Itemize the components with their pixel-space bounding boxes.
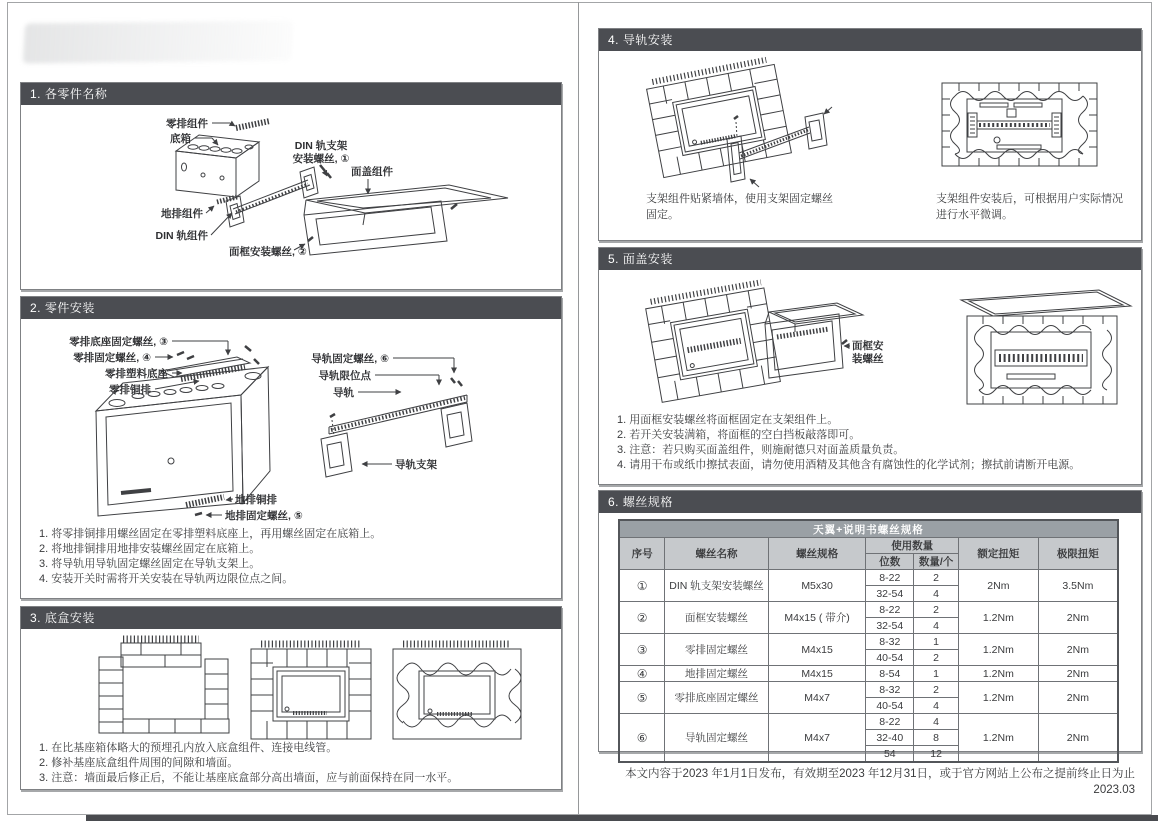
- table-title-row: [619, 520, 1118, 538]
- column-header: 极限扭矩: [1038, 538, 1118, 570]
- table-header-row: [619, 538, 1118, 554]
- label-din-bracket-screw-line2: 安装螺丝, ①: [292, 153, 350, 165]
- table-row: [619, 666, 1118, 682]
- step-item: 2. 若开关安装满箱，将面框的空白挡板敲落即可。: [617, 429, 861, 441]
- table-cell: 1: [914, 666, 959, 682]
- screw-spec-table: [618, 519, 1119, 763]
- section-title: 2. 零件安装: [21, 297, 561, 319]
- section-title: 5. 面盖安装: [599, 248, 1141, 270]
- step-item: 4. 请用干布或纸巾擦拭表面，请勿使用酒精及其他含有腐蚀性的化学试剂；擦拭前请断开电源。: [617, 459, 1081, 471]
- table-cell: DIN 轨支架安装螺丝: [665, 570, 768, 602]
- table-cell: 2Nm: [1038, 666, 1118, 682]
- label-zero-bar-assembly: 零排组件: [166, 118, 208, 130]
- table-cell: 2: [914, 602, 959, 618]
- section-parts-install: [20, 296, 562, 599]
- label-zero-screw: 零排固定螺丝, ④: [73, 352, 151, 364]
- table-row: [619, 634, 1118, 650]
- table-cell: 零排固定螺丝: [665, 634, 768, 666]
- column-header: 位数: [866, 554, 914, 570]
- table-cell: 4: [914, 698, 959, 714]
- label-frame-screw-line1: 面框安: [852, 340, 884, 352]
- validity-footer: [598, 766, 1135, 798]
- table-cell: 2Nm: [1038, 682, 1118, 714]
- step-item: 1. 用面框安装螺丝将面框固定在支架组件上。: [617, 414, 839, 426]
- table-cell: 54: [866, 746, 914, 763]
- table-cell: 4: [914, 618, 959, 634]
- table-cell: 32-54: [866, 618, 914, 634]
- column-header: 数量/个: [914, 554, 959, 570]
- table-title: 天翼+说明书螺丝规格: [619, 520, 1118, 538]
- table-cell: 4: [914, 714, 959, 730]
- table-cell: 导轨固定螺丝: [665, 714, 768, 763]
- table-cell: M4x15: [768, 666, 866, 682]
- column-divider: [578, 2, 579, 814]
- label-rail-screw: 导轨固定螺丝, ⑥: [311, 353, 389, 365]
- table-cell: 1.2Nm: [959, 634, 1039, 666]
- table-cell: 8: [914, 730, 959, 746]
- table-cell: 2: [914, 650, 959, 666]
- label-rail-limit-point: 导轨限位点: [318, 370, 371, 382]
- cover-install-steps: [617, 413, 1133, 473]
- table-cell: 2: [914, 570, 959, 586]
- rail-install-diagram: [599, 51, 1141, 191]
- table-cell: 地排固定螺丝: [665, 666, 768, 682]
- section-rail-install: [598, 28, 1142, 241]
- label-cover-assembly: 面盖组件: [351, 166, 393, 178]
- parts-install-steps: [39, 527, 553, 587]
- step-item: 2. 修补基座底盒组件周围的间隙和墙面。: [39, 757, 239, 769]
- step-item: 3. 将导轨用导轨固定螺丝固定在导轨支架上。: [39, 558, 261, 570]
- label-din-bracket-screw-line1: DIN 轨支架: [294, 140, 348, 152]
- table-cell: 1.2Nm: [959, 602, 1039, 634]
- rail-install-caption-left: 支架组件贴紧墙体，使用支架固定螺丝固定。: [646, 193, 833, 221]
- table-cell: 3.5Nm: [1038, 570, 1118, 602]
- label-rail: 导轨: [333, 387, 354, 399]
- section-title: 6. 螺丝规格: [599, 491, 1141, 513]
- table-cell: 2Nm: [959, 570, 1039, 602]
- section-parts-names: [20, 82, 562, 290]
- section-title: 1. 各零件名称: [21, 83, 561, 105]
- label-ground-copper-bar: 地排铜排: [235, 494, 277, 506]
- table-cell: ⑤: [619, 682, 665, 714]
- step-item: 1. 将零排铜排用螺丝固定在零排塑料底座上，再用螺丝固定在底箱上。: [39, 528, 382, 540]
- scan-artifact: [23, 21, 294, 64]
- table-cell: 8-22: [866, 570, 914, 586]
- label-zero-plastic-base: 零排塑料底座: [105, 368, 168, 380]
- table-cell: 1.2Nm: [959, 714, 1039, 763]
- label-zero-base-screw: 零排底座固定螺丝, ③: [69, 336, 168, 348]
- table-cell: 32-54: [866, 586, 914, 602]
- label-ground-screw: 地排固定螺丝, ⑤: [225, 510, 303, 522]
- table-cell: M4x7: [768, 714, 866, 763]
- table-row: [619, 714, 1118, 730]
- box-install-diagram: [21, 629, 561, 741]
- step-item: 4. 安装开关时需将开关安装在导轨两边限位点之间。: [39, 573, 294, 585]
- table-cell: ⑥: [619, 714, 665, 763]
- label-zero-copper-bar: 零排铜排: [109, 384, 151, 396]
- table-cell: 8-22: [866, 602, 914, 618]
- cover-install-diagram: [599, 270, 1141, 413]
- box-install-steps: [39, 741, 553, 786]
- table-cell: 2Nm: [1038, 602, 1118, 634]
- step-item: 3. 注意：墙面最后修正后，不能让基座底盒部分高出墙面，应与前面保持在同一水平。: [39, 772, 459, 784]
- label-rail-bracket: 导轨支架: [395, 459, 437, 471]
- table-cell: ④: [619, 666, 665, 682]
- table-row: [619, 602, 1118, 618]
- section-title: 3. 底盒安装: [21, 607, 561, 629]
- table-cell: 8-22: [866, 714, 914, 730]
- table-cell: ③: [619, 634, 665, 666]
- table-cell: 面框安装螺丝: [665, 602, 768, 634]
- table-cell: M4x15: [768, 634, 866, 666]
- label-frame-screw-line2: 装螺丝: [852, 353, 884, 365]
- rail-install-caption-right: 支架组件安装后，可根据用户实际情况进行水平微调。: [936, 193, 1123, 221]
- table-cell: 零排底座固定螺丝: [665, 682, 768, 714]
- step-item: 2. 将地排铜排用地排安装螺丝固定在底箱上。: [39, 543, 261, 555]
- label-frame-mount-screw: 面框安装螺丝, ②: [229, 246, 307, 258]
- table-cell: 12: [914, 746, 959, 763]
- scan-edge-strip: [86, 815, 1158, 821]
- section-box-install: [20, 606, 562, 790]
- table-cell: M5x30: [768, 570, 866, 602]
- section-screw-specs: [598, 490, 1142, 760]
- table-cell: 2Nm: [1038, 714, 1118, 763]
- parts-names-diagram: [21, 105, 561, 287]
- column-header: 使用数量: [866, 538, 959, 554]
- table-cell: M4x7: [768, 682, 866, 714]
- table-cell: 2: [914, 682, 959, 698]
- table-cell: 40-54: [866, 650, 914, 666]
- table-cell: 1.2Nm: [959, 666, 1039, 682]
- table-cell: 8-32: [866, 682, 914, 698]
- label-base-box: 底箱: [170, 133, 191, 145]
- section-cover-install: [598, 247, 1142, 485]
- section-title: 4. 导轨安装: [599, 29, 1141, 51]
- table-cell: 4: [914, 586, 959, 602]
- table-cell: 1.2Nm: [959, 682, 1039, 714]
- table-row: [619, 570, 1118, 586]
- table-cell: 8-32: [866, 634, 914, 650]
- parts-install-diagram: [21, 319, 561, 527]
- revision-date: 2023.03: [1093, 784, 1135, 796]
- label-ground-bar-assembly: 地排组件: [161, 208, 203, 220]
- table-cell: 1: [914, 634, 959, 650]
- table-cell: 40-54: [866, 698, 914, 714]
- table-row: [619, 682, 1118, 698]
- table-cell: ①: [619, 570, 665, 602]
- label-din-rail-assembly: DIN 轨组件: [155, 230, 208, 242]
- column-header: 螺丝名称: [665, 538, 768, 570]
- table-cell: 32-40: [866, 730, 914, 746]
- table-cell: 2Nm: [1038, 634, 1118, 666]
- validity-text: 本文内容于2023 年1月1日发布，有效期至2023 年12月31日，或于官方网站上公布之提前终止日为止: [625, 768, 1135, 780]
- table-cell: ②: [619, 602, 665, 634]
- step-item: 3. 注意：若只购买面盖组件，则施耐德只对面盖质量负责。: [617, 444, 905, 456]
- column-header: 序号: [619, 538, 665, 570]
- table-cell: 8-54: [866, 666, 914, 682]
- table-cell: M4x15 ( 带介): [768, 602, 866, 634]
- step-item: 1. 在比基座箱体略大的预埋孔内放入底盒组件、连接电线管。: [39, 742, 338, 754]
- column-header: 额定扭矩: [959, 538, 1039, 570]
- column-header: 螺丝规格: [768, 538, 866, 570]
